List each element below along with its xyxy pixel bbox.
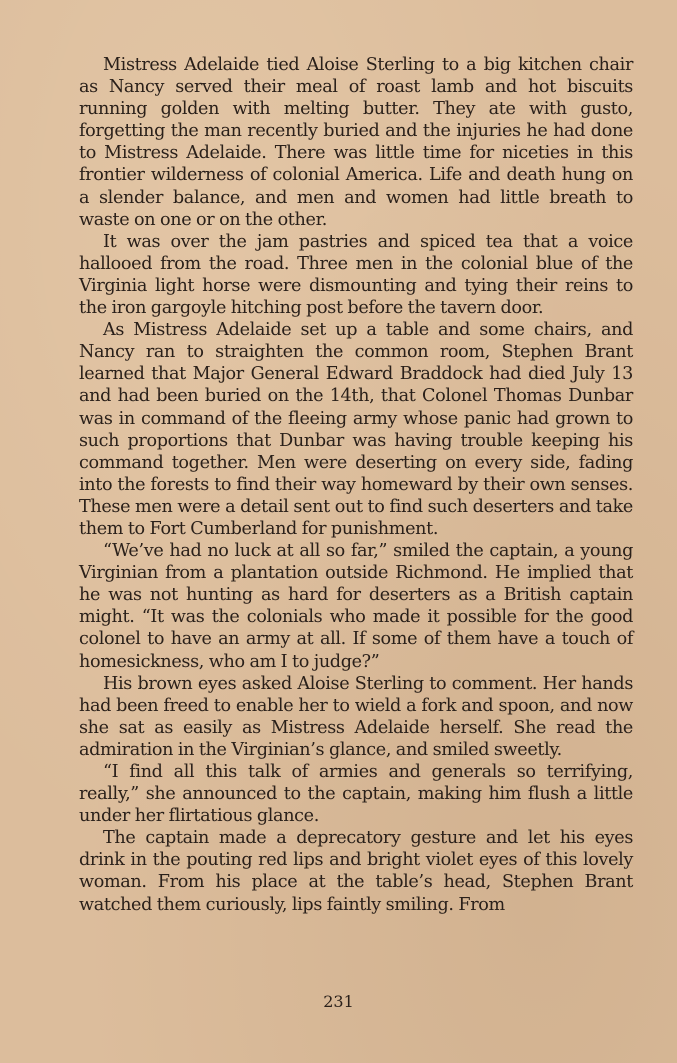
paragraph: His brown eyes asked Aloise Sterling to comment. Her hands had been freed to enable her to wield a fork and spoon, and now she sat as easily as Mistress Adelaide herself. She read the admiration in the Virginian’s glance, and smiled sweetly. [79,673,633,760]
paragraph: It was over the jam pastries and spiced tea that a voice hallooed from the road. Three men in the colonial blue of the Virginia light horse were dismounting and tying their reins to the iron gargoyle hitching post before the tavern door. [79,231,633,319]
paragraph: Mistress Adelaide tied Aloise Sterling to a big kitchen chair as Nancy served their meal of roast lamb and hot biscuits running golden with melting butter. They ate with gusto, forgetting the man recently buried and the injuries he had done to Mistress Adelaide. There was little time for niceties in this frontier wilderness of colonial America. Life and death hung on a slender balance, and men and women had little breath to waste on one or on the other. [79,55,633,230]
body-text [79,54,633,916]
page-number: 231 [323,992,354,1011]
paragraph: “I find all this talk of armies and generals so terrifying, really,” she announced to the captain, making him flush a little under her flirtatious glance. [79,762,633,827]
paragraph: The captain made a deprecatory gesture and let his eyes drink in the pouting red lips and bright violet eyes of this lovely woman. From his place at the table’s head, Stephen Brant watched them curiously, lips faintly smiling. From [79,828,633,915]
paragraph: As Mistress Adelaide set up a table and some chairs, and Nancy ran to straighten the common room, Stephen Brant learned that Major General Edward Braddock had died July 13 and had been buried on the 14th, that Colonel Thomas Dunbar was in command of the fleeing army whose panic had grown to such proportions that Dunbar was having trouble keeping his command together. Men were deserting on every side, fading into the forests to find their way homeward by their own senses. These men were a detail sent out to find such deserters and take them to Fort Cumberland for punishment. [79,320,633,539]
paragraph: “We’ve had no luck at all so far,” smiled the captain, a young Virginian from a plantation outside Richmond. He implied that he was not hunting as hard for deserters as a British captain might. “It was the colonials who made it possible for the good colonel to have an army at all. If some of them have a touch of homesickness, who am I to judge?” [79,541,633,672]
